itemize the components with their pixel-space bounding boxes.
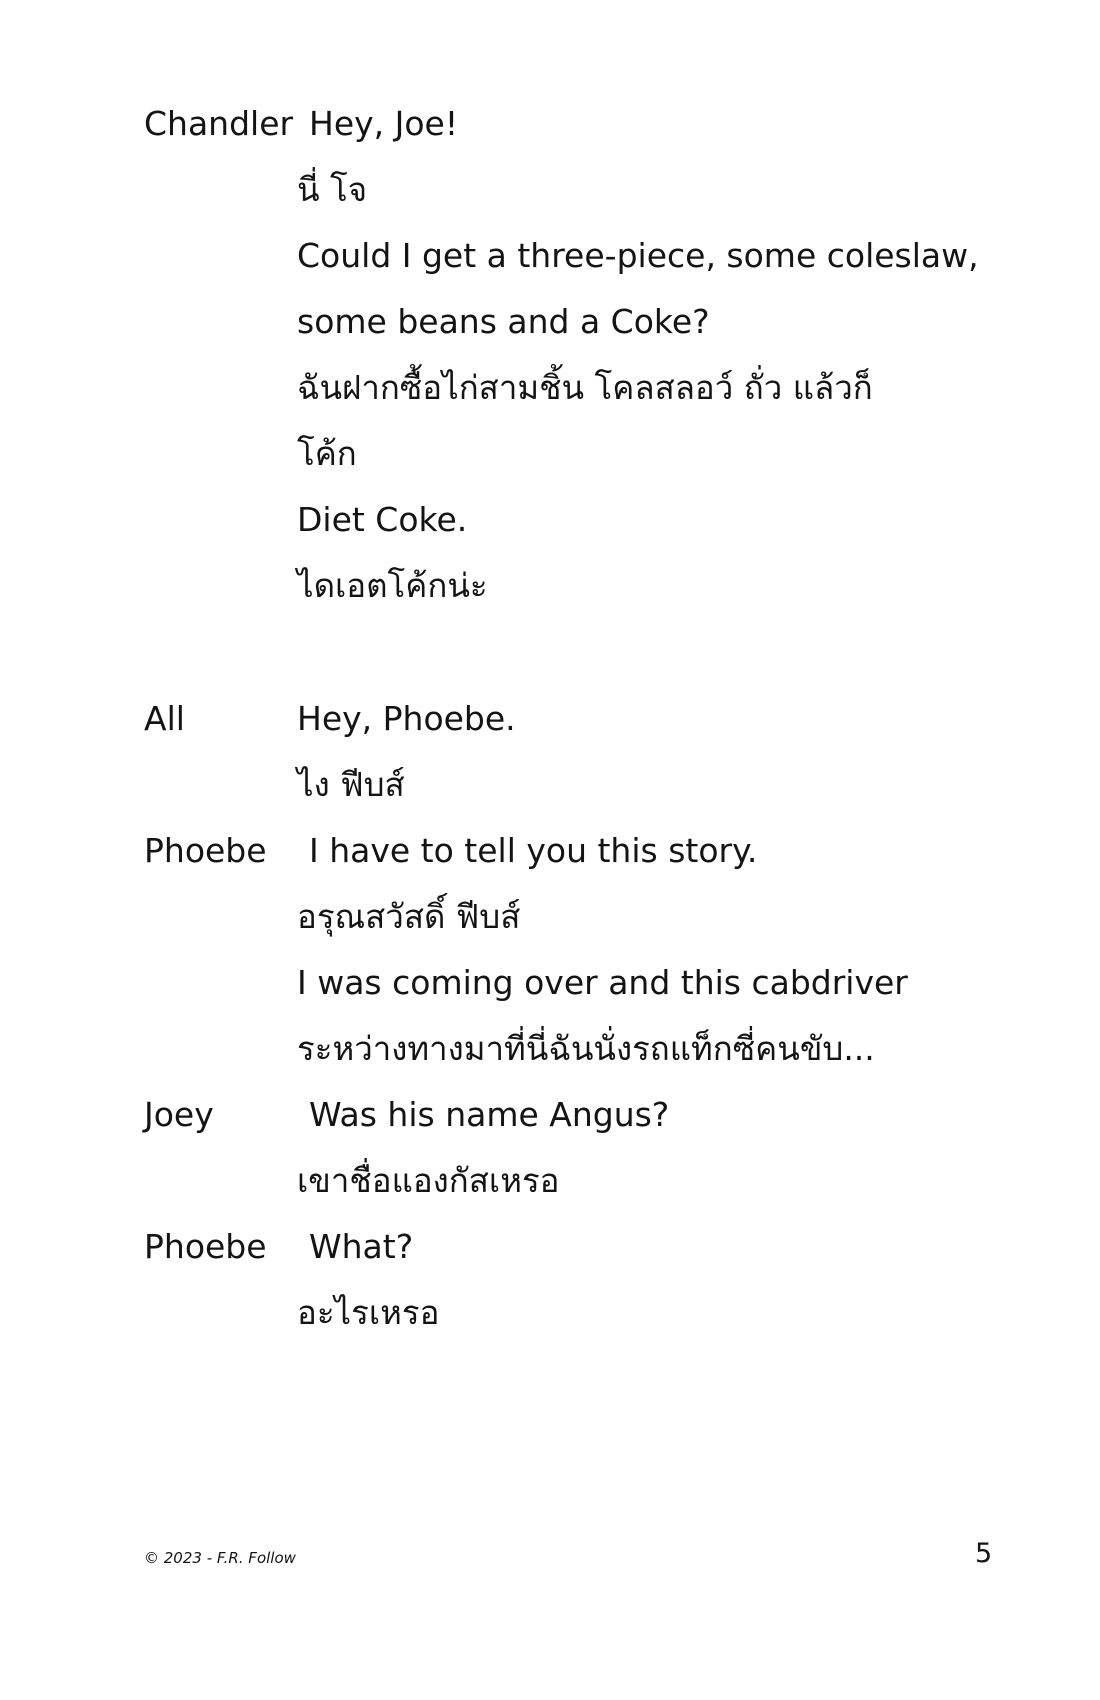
dialogue-line-english: Could I get a three-piece, some coleslaw, bbox=[297, 236, 979, 275]
speaker-name: Joey bbox=[144, 1095, 214, 1134]
dialogue-line-english: Diet Coke. bbox=[297, 500, 468, 539]
page-number: 5 bbox=[975, 1538, 993, 1569]
dialogue-line-thai: ระหว่างทางมาที่นี่ฉันนั่งรถแท็กซี่คนขับ... bbox=[297, 1029, 875, 1068]
dialogue-line-english: Was his name Angus? bbox=[309, 1095, 670, 1134]
dialogue-line-thai: โค้ก bbox=[297, 434, 357, 473]
dialogue-line-thai: อรุณสวัสดิ์ ฟีบส์ bbox=[297, 897, 521, 936]
speaker-name: Phoebe bbox=[144, 1227, 267, 1266]
dialogue-line-english: Hey, Phoebe. bbox=[297, 699, 516, 738]
copyright-notice: © 2023 - F.R. Follow bbox=[144, 1549, 296, 1567]
dialogue-line-english: What? bbox=[309, 1227, 414, 1266]
dialogue-line-thai: อะไรเหรอ bbox=[297, 1293, 440, 1332]
dialogue-line-english: some beans and a Coke? bbox=[297, 302, 710, 341]
dialogue-line-thai: นี่ โจ bbox=[297, 170, 368, 209]
dialogue-line-thai: ไดเอตโค้กน่ะ bbox=[297, 566, 488, 605]
dialogue-line-thai: ฉันฝากซื้อไก่สามชิ้น โคลสลอว์ ถั่ว แล้วก็ bbox=[297, 368, 873, 407]
speaker-name: All bbox=[144, 699, 185, 738]
dialogue-line-english: I was coming over and this cabdriver bbox=[297, 963, 908, 1002]
speaker-name: Chandler bbox=[144, 104, 294, 143]
dialogue-line-english: I have to tell you this story. bbox=[309, 831, 758, 870]
speaker-name: Phoebe bbox=[144, 831, 267, 870]
dialogue-line-english: Hey, Joe! bbox=[309, 104, 459, 143]
dialogue-line-thai: เขาชื่อแองกัสเหรอ bbox=[297, 1161, 560, 1200]
dialogue-line-thai: ไง ฟีบส์ bbox=[297, 765, 405, 804]
